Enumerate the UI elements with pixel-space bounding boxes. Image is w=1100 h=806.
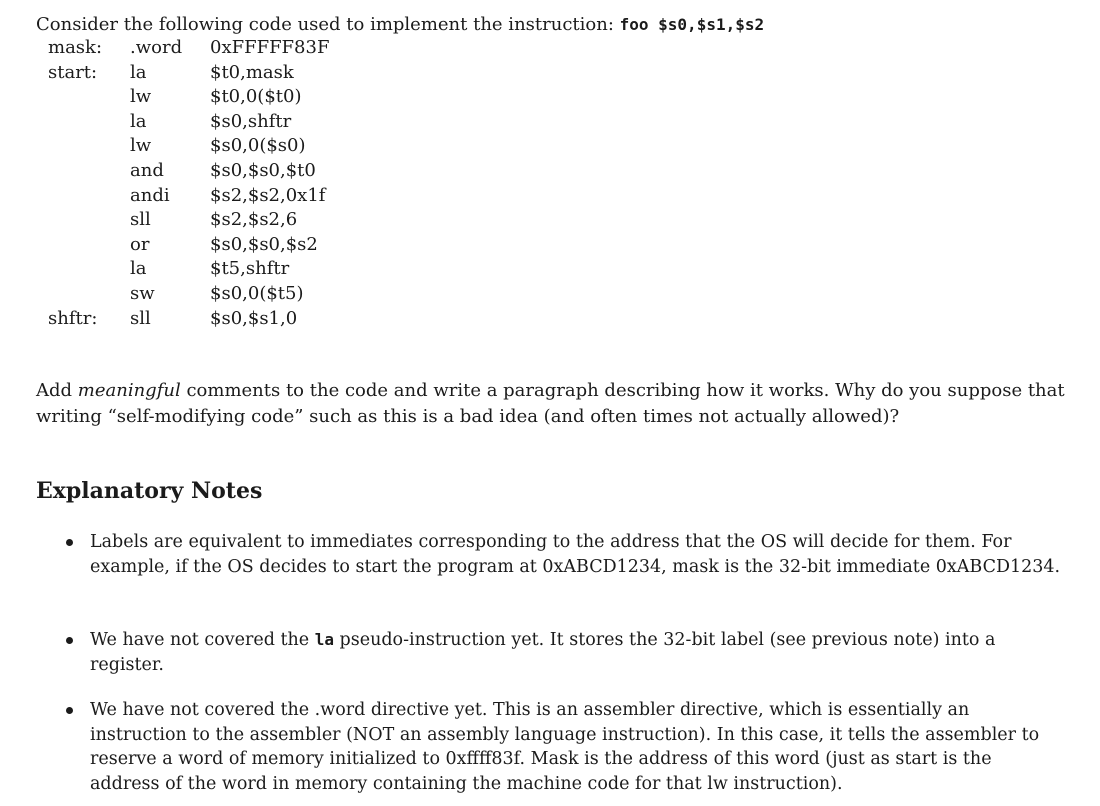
- code-operands: $s0,$s1,0: [210, 307, 298, 329]
- intro-text: Consider the following code used to implement the instruction:: [36, 14, 614, 35]
- notes-heading: Explanatory Notes: [36, 478, 263, 504]
- code-line: [48, 134, 329, 159]
- code-line: [48, 257, 329, 282]
- question-paragraph: [36, 378, 1066, 430]
- note-text-pre: We have not covered the: [90, 630, 310, 650]
- code-opcode: sll: [130, 307, 151, 329]
- intro-paragraph: [36, 12, 1066, 38]
- code-operands: $s0,$s0,$t0: [210, 159, 316, 181]
- code-line: [48, 110, 329, 135]
- code-operands: $s0,0($t5): [210, 282, 304, 304]
- code-opcode: and: [130, 159, 164, 181]
- code-opcode: sw: [130, 282, 155, 304]
- code-operands: $s2,$s2,0x1f: [210, 184, 326, 206]
- code-opcode: andi: [130, 184, 170, 206]
- question-part1: Add: [36, 380, 73, 401]
- question-part2: comments to the code and write a paragraph describing how it works. Why do you suppose that writing “self-modifying code” such as this is a bad idea (and often times not actually allowed)?: [36, 380, 1065, 427]
- code-operands: $s0,$s0,$s2: [210, 233, 318, 255]
- code-label: [48, 233, 130, 258]
- code-operands: $t0,0($t0): [210, 86, 302, 108]
- code-opcode: sll: [130, 209, 151, 231]
- code-opcode: lw: [130, 86, 152, 108]
- note-text: Labels are equivalent to immediates corresponding to the address that the OS will decide for them. For example, if the OS decides to start the program at 0xABCD1234, mask is the 32-bit immediate 0xABCD1234.: [90, 532, 1061, 577]
- code-operands: $s0,0($s0): [210, 135, 306, 157]
- code-label: shftr:: [48, 307, 98, 329]
- code-label: [48, 85, 130, 110]
- code-label: [48, 184, 130, 209]
- code-opcode: la: [130, 258, 147, 280]
- note-item: [90, 628, 1065, 677]
- code-opcode: la: [130, 110, 147, 132]
- question-emphasis: meaningful: [77, 380, 181, 401]
- code-label: start:: [48, 61, 98, 83]
- note-item: [90, 698, 1065, 796]
- code-operands: $t5,shftr: [210, 258, 290, 280]
- code-operands: $s2,$s2,6: [210, 209, 298, 231]
- code-opcode: la: [130, 61, 147, 83]
- code-line: [48, 233, 329, 258]
- code-label: [48, 208, 130, 233]
- code-line: [48, 159, 329, 184]
- code-line: [48, 36, 329, 61]
- code-label: [48, 282, 130, 307]
- intro-instruction: foo $s0,$s1,$s2: [619, 15, 765, 34]
- code-line: [48, 282, 329, 307]
- code-opcode: or: [130, 233, 150, 255]
- code-listing: [48, 36, 329, 331]
- code-label: [48, 159, 130, 184]
- note-item: [90, 530, 1065, 579]
- code-line: [48, 61, 329, 86]
- code-opcode: lw: [130, 135, 152, 157]
- bullet-icon: [66, 637, 73, 644]
- code-line: [48, 184, 329, 209]
- bullet-icon: [66, 539, 73, 546]
- note-text-post: pseudo-instruction yet. It stores the 32-bit label (see previous note) into a register.: [90, 630, 996, 675]
- code-line: [48, 85, 329, 110]
- code-line: [48, 208, 329, 233]
- code-label: [48, 134, 130, 159]
- code-label: [48, 110, 130, 135]
- note-code: la: [314, 630, 334, 649]
- bullet-icon: [66, 707, 73, 714]
- code-line: [48, 307, 329, 332]
- code-operands: 0xFFFFF83F: [210, 37, 330, 58]
- note-text: We have not covered the .word directive yet. This is an assembler directive, which is essentially an instruction to the assembler (NOT an assembly language instruction). In this case, it tells the assembler to reserve a word of memory initialized to 0xffff83f. Mask is the address of this word (just as start is the address of the word in memory containing the machine code for that lw instruction).: [90, 700, 1040, 794]
- code-opcode: .word: [130, 37, 183, 58]
- code-operands: $s0,shftr: [210, 110, 292, 132]
- code-operands: $t0,mask: [210, 61, 294, 83]
- code-label: [48, 257, 130, 282]
- code-label: mask:: [48, 37, 103, 58]
